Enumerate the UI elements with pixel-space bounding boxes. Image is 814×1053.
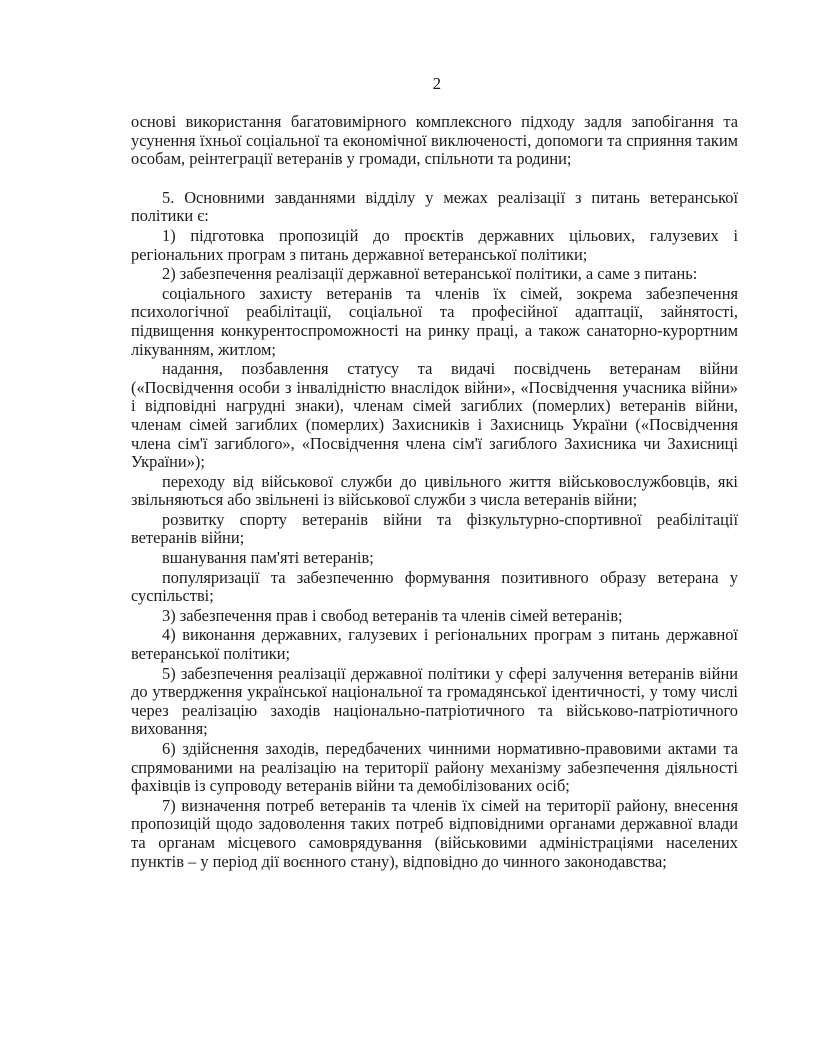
list-item-1: 1) підготовка пропозицій до проєктів державних цільових, галузевих і регіональних програм з питань державної ветеранської політики; bbox=[131, 225, 738, 264]
list-item-7: 7) визначення потреб ветеранів та членів їх сімей на території району, внесення пропозицій щодо задоволення таких потреб відповідними органами державної влади та органам місцевого самоврядування (військовими адміністраціями населених пунктів – у період дії воєнного стану), відповідно до чинного законодавства; bbox=[131, 795, 738, 871]
paragraph-section-5: 5. Основними завданнями відділу у межах реалізації з питань ветеранської політики є: bbox=[131, 187, 738, 226]
sub-item-image: популяризації та забезпеченню формування позитивного образу ветерана у суспільстві; bbox=[131, 567, 738, 606]
list-item-3: 3) забезпечення прав і свобод ветеранів та членів сімей ветеранів; bbox=[162, 605, 623, 625]
document-body bbox=[131, 113, 738, 872]
list-item-2: 2) забезпечення реалізації державної ветеранської політики, а саме з питань: bbox=[162, 264, 698, 284]
sub-item-certificates: надання, позбавлення статусу та видачі посвідчень ветеранам війни («Посвідчення особи з інвалідністю внаслідок війни», «Посвідчення учасника війни» і відповідні нагрудні знаки), членам сімей загиблих (померлих) ветеранів війни, членам сімей загиблих (померлих) Захисників і Захисниць України («Посвідчення члена сім'ї загиблого», «Посвідчення члена сім'ї загиблого Захисника чи Захисниці України»); bbox=[131, 359, 738, 472]
list-item-4: 4) виконання державних, галузевих і регіональних програм з питань державної ветеранської політики; bbox=[131, 625, 738, 664]
sub-item-memory: вшанування пам'яті ветеранів; bbox=[162, 548, 374, 568]
sub-item-sport: розвитку спорту ветеранів війни та фізкультурно-спортивної реабілітації ветеранів війни; bbox=[131, 509, 738, 548]
list-item-6: 6) здійснення заходів, передбачених чинними нормативно-правовими актами та спрямованими на реалізацію на території району механізму забезпечення діяльності фахівців із супроводу ветеранів війни та демобілізованих осіб; bbox=[131, 739, 738, 796]
sub-item-social-protection: соціального захисту ветеранів та членів їх сімей, зокрема забезпечення психологічної реабілітації, соціальної та професійної адаптації, зайнятості, підвищення конкурентоспроможності на ринку праці, а також санаторно-курортним лікуванням, житлом; bbox=[131, 283, 738, 359]
sub-item-civil-transition: переходу від військової служби до цивільного життя військовослужбовців, які звільняються або звільнені із військової служби з числа ветеранів війни; bbox=[131, 471, 738, 510]
paragraph-intro: основі використання багатовимірного комплексного підходу задля запобігання та усунення їхньої соціальної та економічної виключеності, допомоги та сприяння таким особам, реінтеграції ветеранів у громади, спільноти та родини; bbox=[131, 112, 738, 169]
list-item-5: 5) забезпечення реалізації державної політики у сфері залучення ветеранів війни до утвердження української національної та громадянської ідентичності, у тому числі через реалізацію заходів національно-патріотичного та військово-патріотичного виховання; bbox=[131, 663, 738, 739]
page-number: 2 bbox=[432, 74, 442, 93]
